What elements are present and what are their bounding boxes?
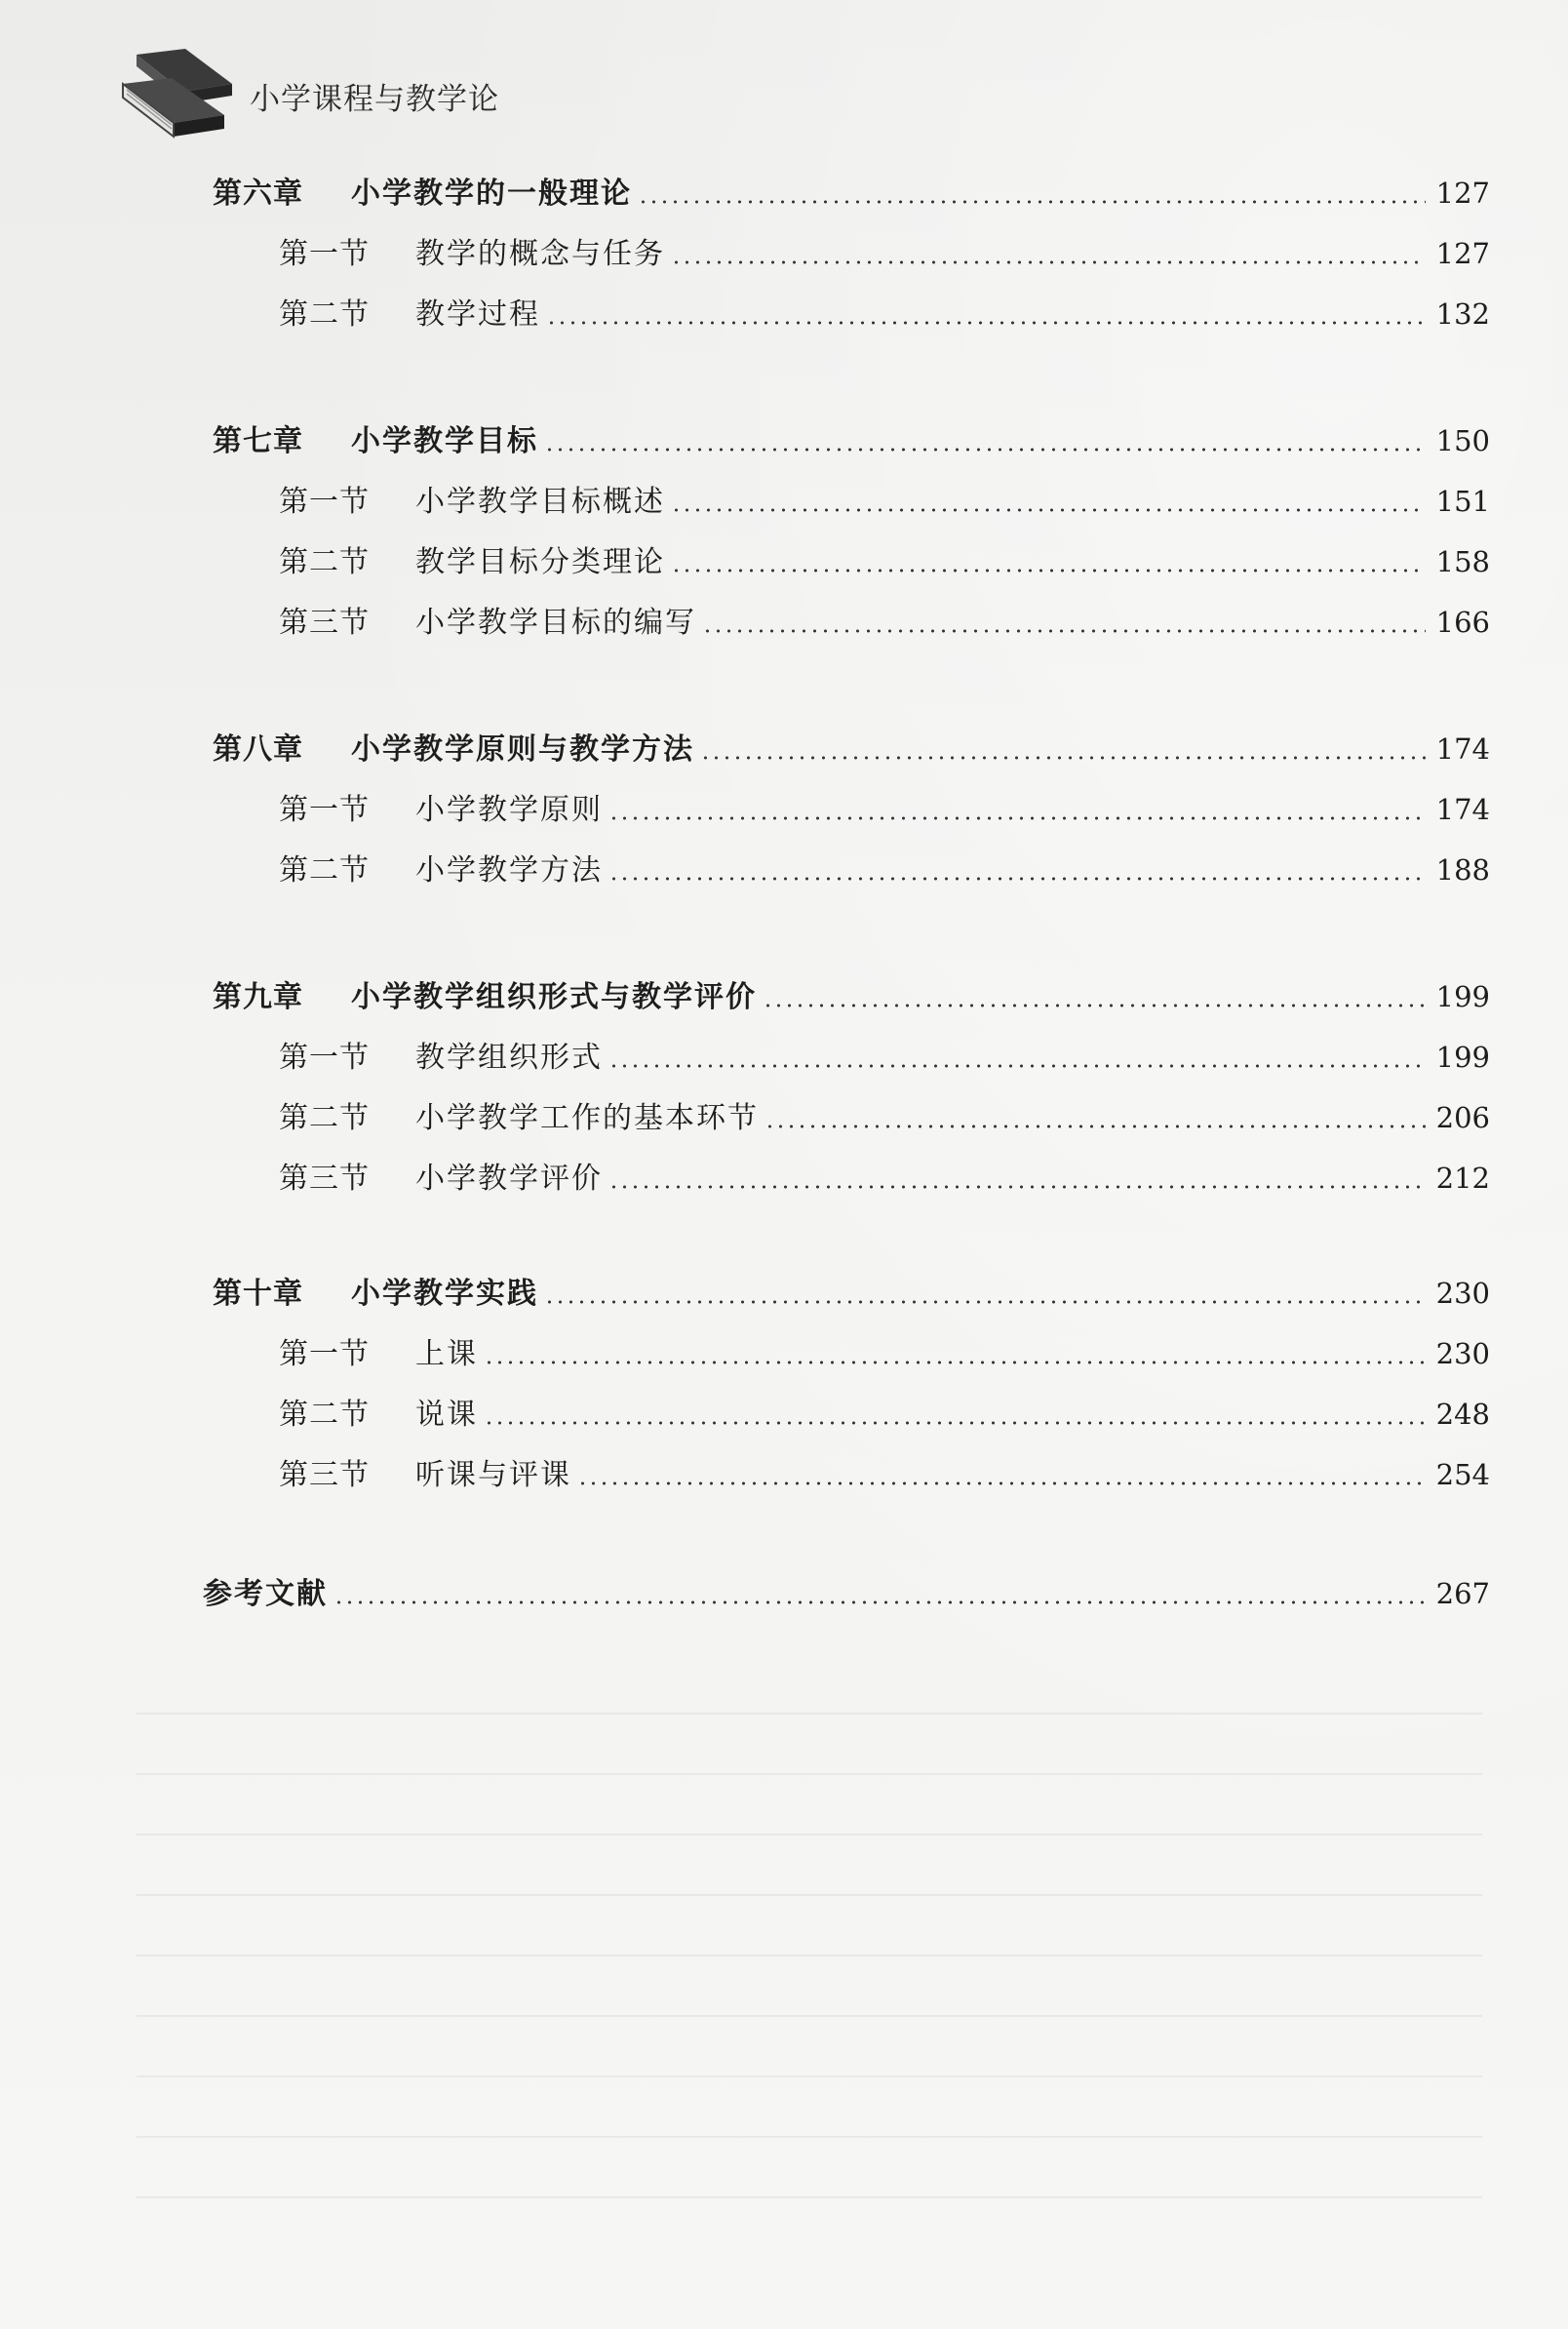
section-number: 第二节	[279, 545, 370, 579]
page-number: 174	[1435, 793, 1490, 826]
chapter-title: 小学教学的一般理论	[351, 177, 632, 211]
section-title: 听课与评课	[415, 1458, 571, 1492]
page-number: 230	[1435, 1337, 1490, 1370]
running-header	[117, 45, 499, 152]
toc-entry-section	[279, 1395, 1490, 1435]
toc-entry-section	[279, 1038, 1490, 1078]
ref-title: 参考文献	[203, 1577, 328, 1611]
section-title: 小学教学方法	[415, 853, 603, 888]
dot-leader	[638, 200, 1426, 204]
toc-entry-chapter	[213, 174, 1490, 214]
bleed-through-texture	[137, 1658, 1482, 2204]
section-number: 第一节	[279, 485, 370, 519]
section-number: 第二节	[279, 297, 370, 332]
page-number: 188	[1435, 853, 1490, 887]
section-title: 小学教学原则	[415, 793, 603, 827]
section-number: 第一节	[279, 1337, 370, 1371]
toc-entry-section	[279, 234, 1490, 274]
section-number: 第一节	[279, 237, 370, 271]
dot-leader	[577, 1481, 1426, 1485]
dot-leader	[764, 1125, 1426, 1128]
dot-leader	[671, 508, 1426, 512]
section-title: 小学教学工作的基本环节	[415, 1101, 759, 1135]
page-number: 150	[1435, 424, 1490, 457]
section-number: 第二节	[279, 1101, 370, 1135]
toc-entry-ref	[203, 1574, 1490, 1614]
dot-leader	[608, 816, 1426, 820]
section-number: 第三节	[279, 1458, 370, 1492]
toc-entry-section	[279, 295, 1490, 335]
dot-leader	[333, 1600, 1426, 1604]
dot-leader	[608, 877, 1426, 881]
header-title: 小学课程与教学论	[250, 81, 499, 117]
chapter-title: 小学教学目标	[351, 424, 538, 458]
toc-entry-chapter	[213, 1274, 1490, 1314]
dot-leader	[484, 1421, 1426, 1425]
section-number: 第一节	[279, 1041, 370, 1075]
page-number: 158	[1435, 545, 1490, 578]
page-number: 174	[1435, 732, 1490, 766]
page-number: 132	[1435, 297, 1490, 331]
toc-entry-section	[279, 1334, 1490, 1374]
section-title: 小学教学目标的编写	[415, 606, 696, 640]
section-number: 第二节	[279, 853, 370, 888]
section-title: 上课	[415, 1337, 478, 1371]
toc-entry-section	[279, 1455, 1490, 1495]
section-title: 教学组织形式	[415, 1041, 603, 1075]
page-number: 254	[1435, 1458, 1490, 1491]
toc-entry-section	[279, 542, 1490, 582]
dot-leader	[608, 1064, 1426, 1068]
chapter-number: 第七章	[213, 424, 303, 458]
dot-leader	[546, 321, 1426, 325]
chapter-title: 小学教学组织形式与教学评价	[351, 980, 757, 1014]
toc-entry-section	[279, 1098, 1490, 1138]
toc-entry-chapter	[213, 730, 1490, 770]
dot-leader	[484, 1361, 1426, 1364]
toc-entry-chapter	[213, 421, 1490, 461]
section-number: 第三节	[279, 1162, 370, 1196]
page-number: 212	[1435, 1162, 1490, 1195]
toc-entry-section	[279, 603, 1490, 643]
page-number: 199	[1435, 1041, 1490, 1074]
dot-leader	[763, 1004, 1426, 1007]
page-number: 230	[1435, 1277, 1490, 1310]
section-title: 说课	[415, 1398, 478, 1432]
chapter-number: 第八章	[213, 732, 303, 767]
toc-entry-section	[279, 850, 1490, 890]
chapter-title: 小学教学实践	[351, 1277, 538, 1311]
page-number: 206	[1435, 1101, 1490, 1134]
page-number: 199	[1435, 980, 1490, 1013]
page-number: 166	[1435, 606, 1490, 639]
dot-leader	[608, 1185, 1426, 1189]
dot-leader	[700, 756, 1426, 760]
section-title: 教学过程	[415, 297, 540, 332]
section-title: 教学目标分类理论	[415, 545, 665, 579]
toc-entry-section	[279, 1159, 1490, 1199]
dot-leader	[544, 448, 1426, 452]
dot-leader	[671, 569, 1426, 572]
page-number: 248	[1435, 1398, 1490, 1431]
page-number: 127	[1435, 237, 1490, 270]
toc-entry-section	[279, 482, 1490, 522]
toc-entry-chapter	[213, 977, 1490, 1017]
chapter-number: 第十章	[213, 1277, 303, 1311]
dot-leader	[702, 629, 1426, 633]
page-number: 127	[1435, 177, 1490, 210]
toc-entry-section	[279, 790, 1490, 830]
section-number: 第三节	[279, 606, 370, 640]
section-title: 小学教学评价	[415, 1162, 603, 1196]
chapter-number: 第六章	[213, 177, 303, 211]
chapter-title: 小学教学原则与教学方法	[351, 732, 694, 767]
section-number: 第二节	[279, 1398, 370, 1432]
book-stack-icon	[117, 45, 244, 152]
dot-leader	[671, 260, 1426, 264]
section-title: 教学的概念与任务	[415, 237, 665, 271]
section-number: 第一节	[279, 793, 370, 827]
page-number: 267	[1435, 1577, 1490, 1610]
dot-leader	[544, 1300, 1426, 1304]
page-number: 151	[1435, 485, 1490, 518]
section-title: 小学教学目标概述	[415, 485, 665, 519]
chapter-number: 第九章	[213, 980, 303, 1014]
